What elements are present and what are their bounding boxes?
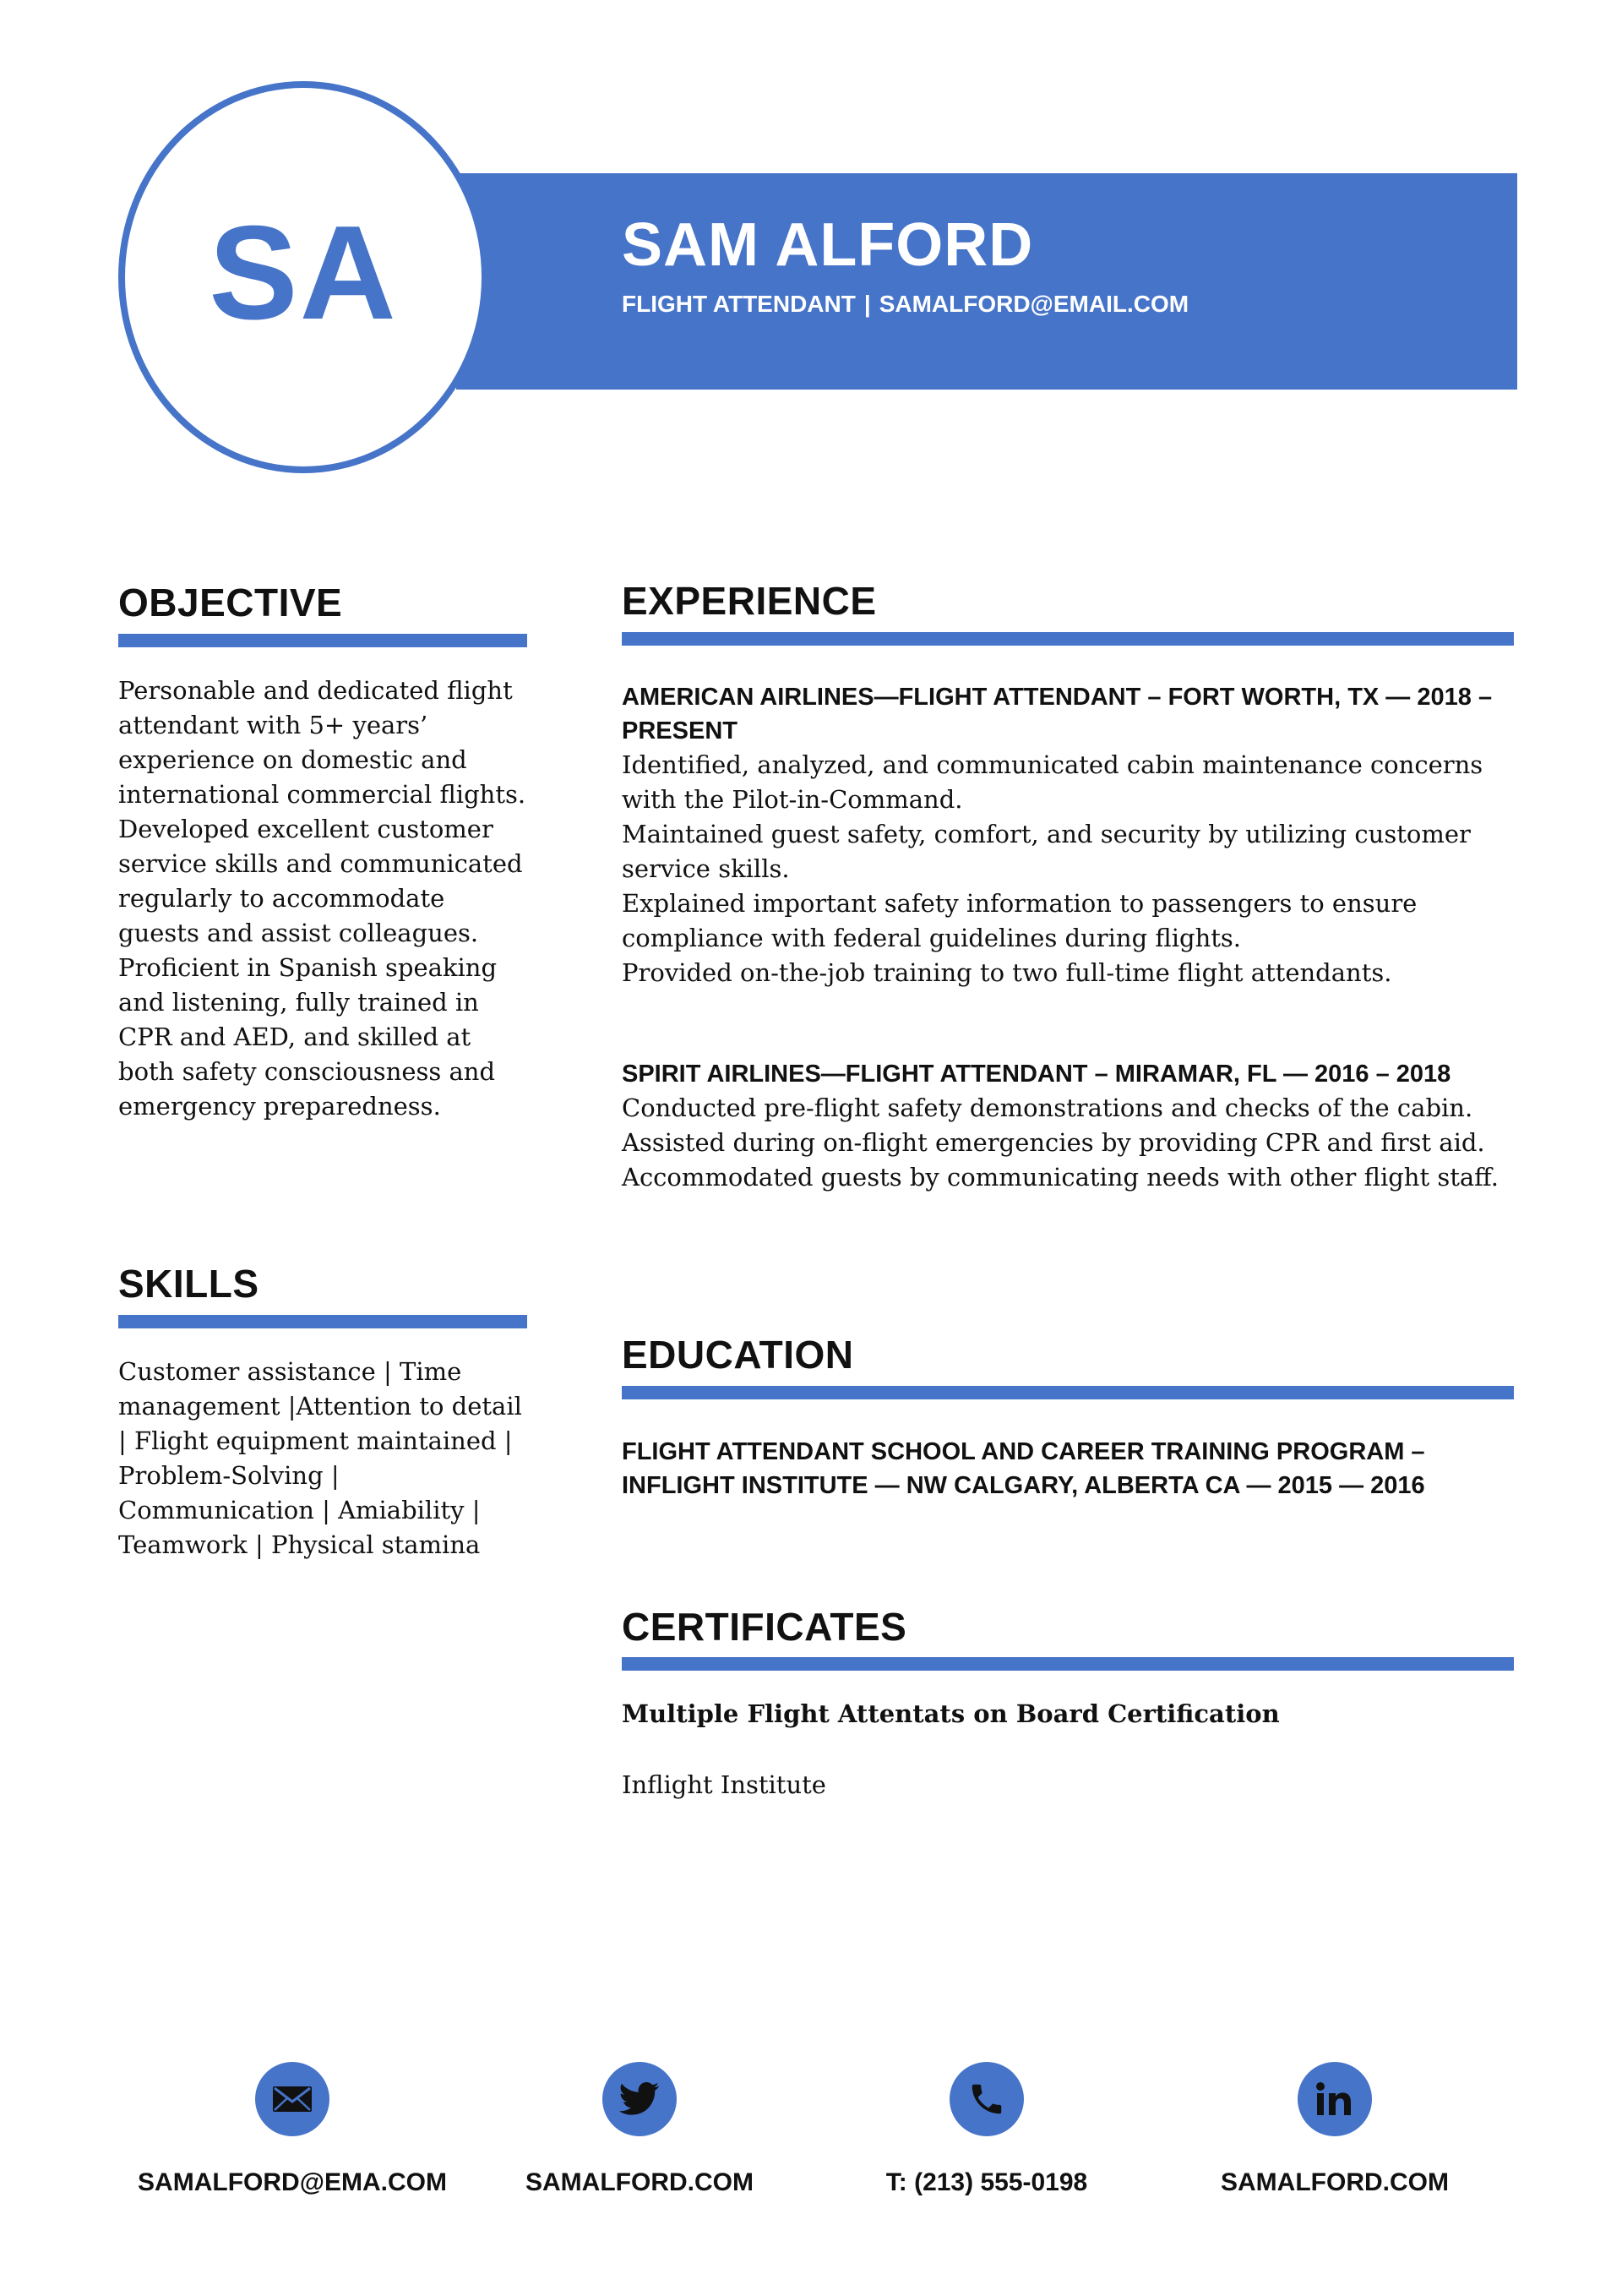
monogram-initials: SA [209,199,398,347]
certificates-heading: CERTIFICATES [622,1605,907,1649]
skills-heading: SKILLS [118,1262,259,1306]
objective-text: Personable and dedicated flight attendant with 5+ years’ experience on domestic and international commercial flights. Developed excellent customer service skills and communicated regularly to accommodate guests and assist colleagues. Proficient in Spanish speaking and listening, fully trained in CPR and AED, and skilled at both safety consciousness and emergency preparedness. [118,676,526,1121]
footer-phone[interactable] [809,2062,1164,2197]
job-bullet: Provided on-the-job training to two full-time flight attendants. [622,958,1392,987]
certificate-issuer: Inflight Institute [622,1770,826,1799]
job-title: FLIGHT ATTENDANT [622,291,856,317]
experience-heading: EXPERIENCE [622,579,877,623]
footer-linkedin[interactable] [1157,2062,1512,2197]
subtitle-separator: | [863,291,871,317]
footer-email-label[interactable]: SAMALFORD@EMA.COM [138,2168,447,2196]
phone-icon [950,2062,1024,2136]
objective-rule [118,634,527,647]
envelope-icon [255,2062,329,2136]
skills-rule [118,1315,527,1328]
skills-text: Customer assistance | Time management |Attention to detail | Flight equipment maintained | Problem-Solving | Communication | Amiability | Teamwork | Physical stamina [118,1357,522,1559]
objective-heading: OBJECTIVE [118,581,343,624]
job-bullet: Maintained guest safety, comfort, and security by utilizing customer service skills. [622,820,1471,883]
twitter-icon [602,2062,677,2136]
education-heading: EDUCATION [622,1333,854,1377]
job-bullet: Assisted during on-flight emergencies by providing CPR and first aid. [622,1128,1485,1157]
experience-job-2 [622,1057,1551,1195]
experience-job-1 [622,680,1517,990]
job-bullet: Identified, analyzed, and communicated cabin maintenance concerns with the Pilot-in-Command. [622,750,1483,814]
job-bullet: Accommodated guests by communicating needs with other flight staff. [622,1163,1499,1192]
footer-twitter-label[interactable]: SAMALFORD.COM [525,2168,754,2196]
header-email[interactable]: SAMALFORD@EMAIL.COM [879,291,1189,317]
job-bullet: Conducted pre-flight safety demonstrations and checks of the cabin. [622,1093,1473,1122]
education-rule [622,1386,1514,1399]
certificates-rule [622,1657,1514,1671]
monogram-badge [118,81,488,473]
footer-phone-label[interactable]: T: (213) 555-0198 [885,2168,1088,2196]
education-entry: FLIGHT ATTENDANT SCHOOL AND CAREER TRAINING PROGRAM – INFLIGHT INSTITUTE — NW CALGARY, ALBERTA CA — 2015 — 2016 [622,1438,1425,1499]
experience-rule [622,632,1514,646]
footer-email[interactable] [115,2062,470,2197]
footer-linkedin-label[interactable]: SAMALFORD.COM [1221,2168,1449,2196]
job-heading: AMERICAN AIRLINES—FLIGHT ATTENDANT – FORT WORTH, TX — 2018 – PRESENT [622,684,1493,744]
job-bullet: Explained important safety information to passengers to ensure compliance with federal guidelines during flights. [622,889,1418,952]
candidate-name: SAM ALFORD [622,211,1034,279]
header-banner [456,173,1517,390]
job-heading: SPIRIT AIRLINES—FLIGHT ATTENDANT – MIRAMAR, FL — 2016 – 2018 [622,1061,1451,1088]
linkedin-icon [1298,2062,1372,2136]
certificate-name: Multiple Flight Attentats on Board Certification [622,1699,1280,1728]
header-subtitle [622,292,1189,316]
footer-twitter[interactable] [462,2062,817,2197]
